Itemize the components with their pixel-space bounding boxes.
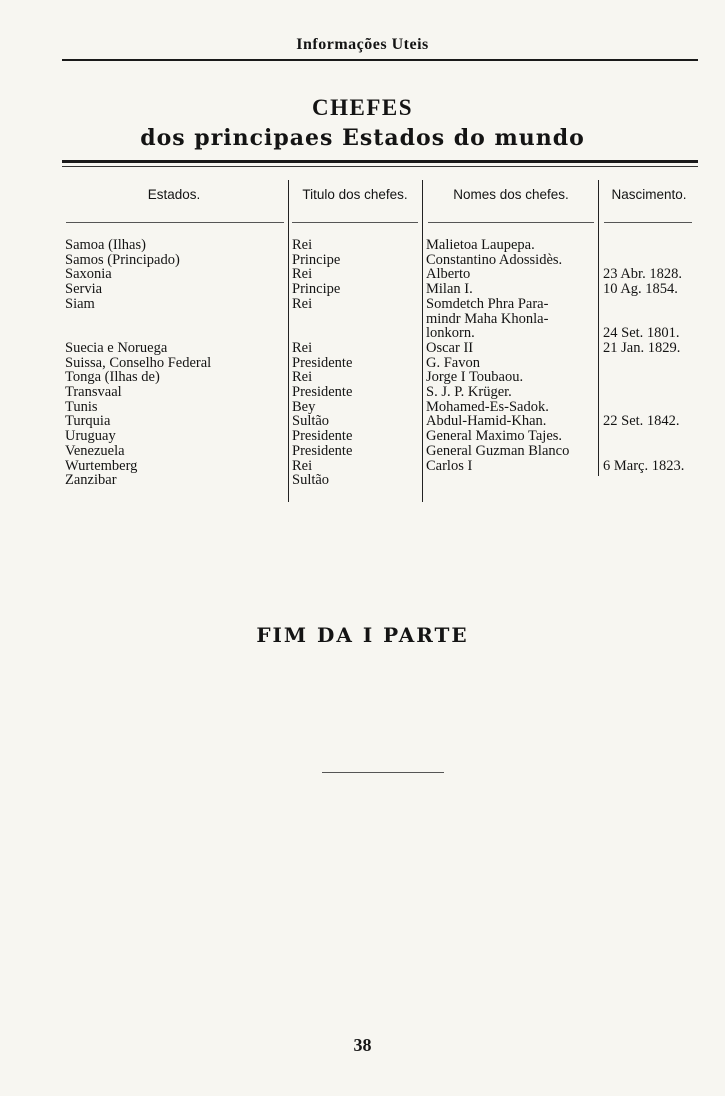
page-subtitle: dos principaes Estados do mundo bbox=[140, 125, 585, 151]
title-cell: Sultão bbox=[292, 472, 330, 489]
end-of-part: FIM DA I PARTE bbox=[256, 623, 469, 647]
name-cell: Carlos I bbox=[426, 457, 473, 474]
title-cell: Principe bbox=[292, 251, 341, 268]
table-row bbox=[0, 444, 725, 459]
title-cell: Presidente bbox=[292, 354, 353, 371]
column-header-names: Nomes dos chefes. bbox=[453, 186, 569, 203]
table-row bbox=[0, 385, 725, 400]
birth-cell: 24 Set. 1801. bbox=[603, 325, 680, 342]
state-cell: Samos (Principado) bbox=[65, 251, 180, 268]
name-cell: Constantino Adossidès. bbox=[426, 251, 563, 268]
table-row bbox=[0, 429, 725, 444]
table-top-rule bbox=[62, 160, 698, 163]
state-cell: Suecia e Noruega bbox=[65, 339, 168, 356]
title-cell: Rei bbox=[292, 339, 313, 356]
name-cell: Mohamed-Es-Sadok. bbox=[426, 398, 549, 415]
page-title: CHEFES bbox=[311, 95, 414, 120]
header-rule bbox=[62, 59, 698, 61]
state-cell: Turquia bbox=[65, 413, 111, 430]
title-cell: Sultão bbox=[292, 413, 330, 430]
state-cell: Wurtemberg bbox=[65, 457, 138, 474]
header-underline bbox=[604, 222, 692, 223]
page-number: 38 bbox=[353, 1035, 372, 1055]
title-cell: Rei bbox=[292, 266, 313, 283]
state-cell: Servia bbox=[65, 281, 103, 298]
state-cell: Tunis bbox=[65, 398, 98, 415]
name-cell: Oscar II bbox=[426, 339, 474, 356]
name-cell: mindr Maha Khonla- bbox=[426, 310, 549, 327]
name-cell: General Maximo Tajes. bbox=[426, 428, 563, 445]
state-cell: Zanzibar bbox=[65, 472, 117, 489]
state-cell: Suissa, Conselho Federal bbox=[65, 354, 212, 371]
column-header-states: Estados. bbox=[147, 186, 201, 203]
title-cell: Bey bbox=[292, 398, 316, 415]
table-row bbox=[0, 473, 725, 488]
title-cell: Rei bbox=[292, 457, 313, 474]
header-underline bbox=[428, 222, 594, 223]
table-row bbox=[0, 297, 725, 312]
state-cell: Venezuela bbox=[65, 442, 125, 459]
birth-cell: 22 Set. 1842. bbox=[603, 413, 680, 430]
state-cell: Tonga (Ilhas de) bbox=[65, 369, 160, 386]
title-cell: Presidente bbox=[292, 442, 353, 459]
title-cell: Rei bbox=[292, 369, 313, 386]
name-cell: lonkorn. bbox=[426, 325, 475, 342]
birth-cell: 6 Març. 1823. bbox=[603, 457, 685, 474]
name-cell: Malietoa Laupepa. bbox=[426, 237, 535, 253]
table-row bbox=[0, 341, 725, 356]
header-underline bbox=[292, 222, 418, 223]
title-cell: Principe bbox=[292, 281, 341, 298]
table-top-thin-rule bbox=[62, 166, 698, 167]
state-cell: Samoa (Ilhas) bbox=[65, 237, 146, 253]
title-cell: Rei bbox=[292, 237, 313, 253]
state-cell: Saxonia bbox=[65, 266, 112, 283]
name-cell: General Guzman Blanco bbox=[426, 442, 570, 459]
state-cell: Uruguay bbox=[65, 428, 116, 445]
name-cell: Jorge I Toubaou. bbox=[426, 369, 524, 386]
name-cell: Milan I. bbox=[426, 281, 473, 298]
title-cell: Presidente bbox=[292, 384, 353, 400]
column-header-titles: Titulo dos chefes. bbox=[302, 186, 408, 203]
name-cell: S. J. P. Krüger. bbox=[426, 384, 512, 400]
table-row bbox=[0, 282, 725, 297]
table-row bbox=[0, 326, 725, 341]
name-cell: G. Favon bbox=[426, 354, 480, 371]
column-header-birth: Nascimento. bbox=[611, 186, 687, 203]
birth-cell: 21 Jan. 1829. bbox=[603, 339, 681, 356]
header-underline bbox=[66, 222, 284, 223]
state-cell: Transvaal bbox=[65, 384, 122, 400]
title-cell: Rei bbox=[292, 295, 313, 312]
name-cell: Abdul-Hamid-Khan. bbox=[426, 413, 547, 430]
running-title: Informações Uteis bbox=[296, 36, 429, 53]
name-cell: Alberto bbox=[426, 266, 471, 283]
birth-cell: 10 Ag. 1854. bbox=[603, 281, 678, 298]
birth-cell: 23 Abr. 1828. bbox=[603, 266, 682, 283]
name-cell: Somdetch Phra Para- bbox=[426, 295, 549, 312]
state-cell: Siam bbox=[65, 295, 95, 312]
table-row bbox=[0, 238, 725, 253]
ornament-rule bbox=[322, 772, 444, 773]
title-cell: Presidente bbox=[292, 428, 353, 445]
